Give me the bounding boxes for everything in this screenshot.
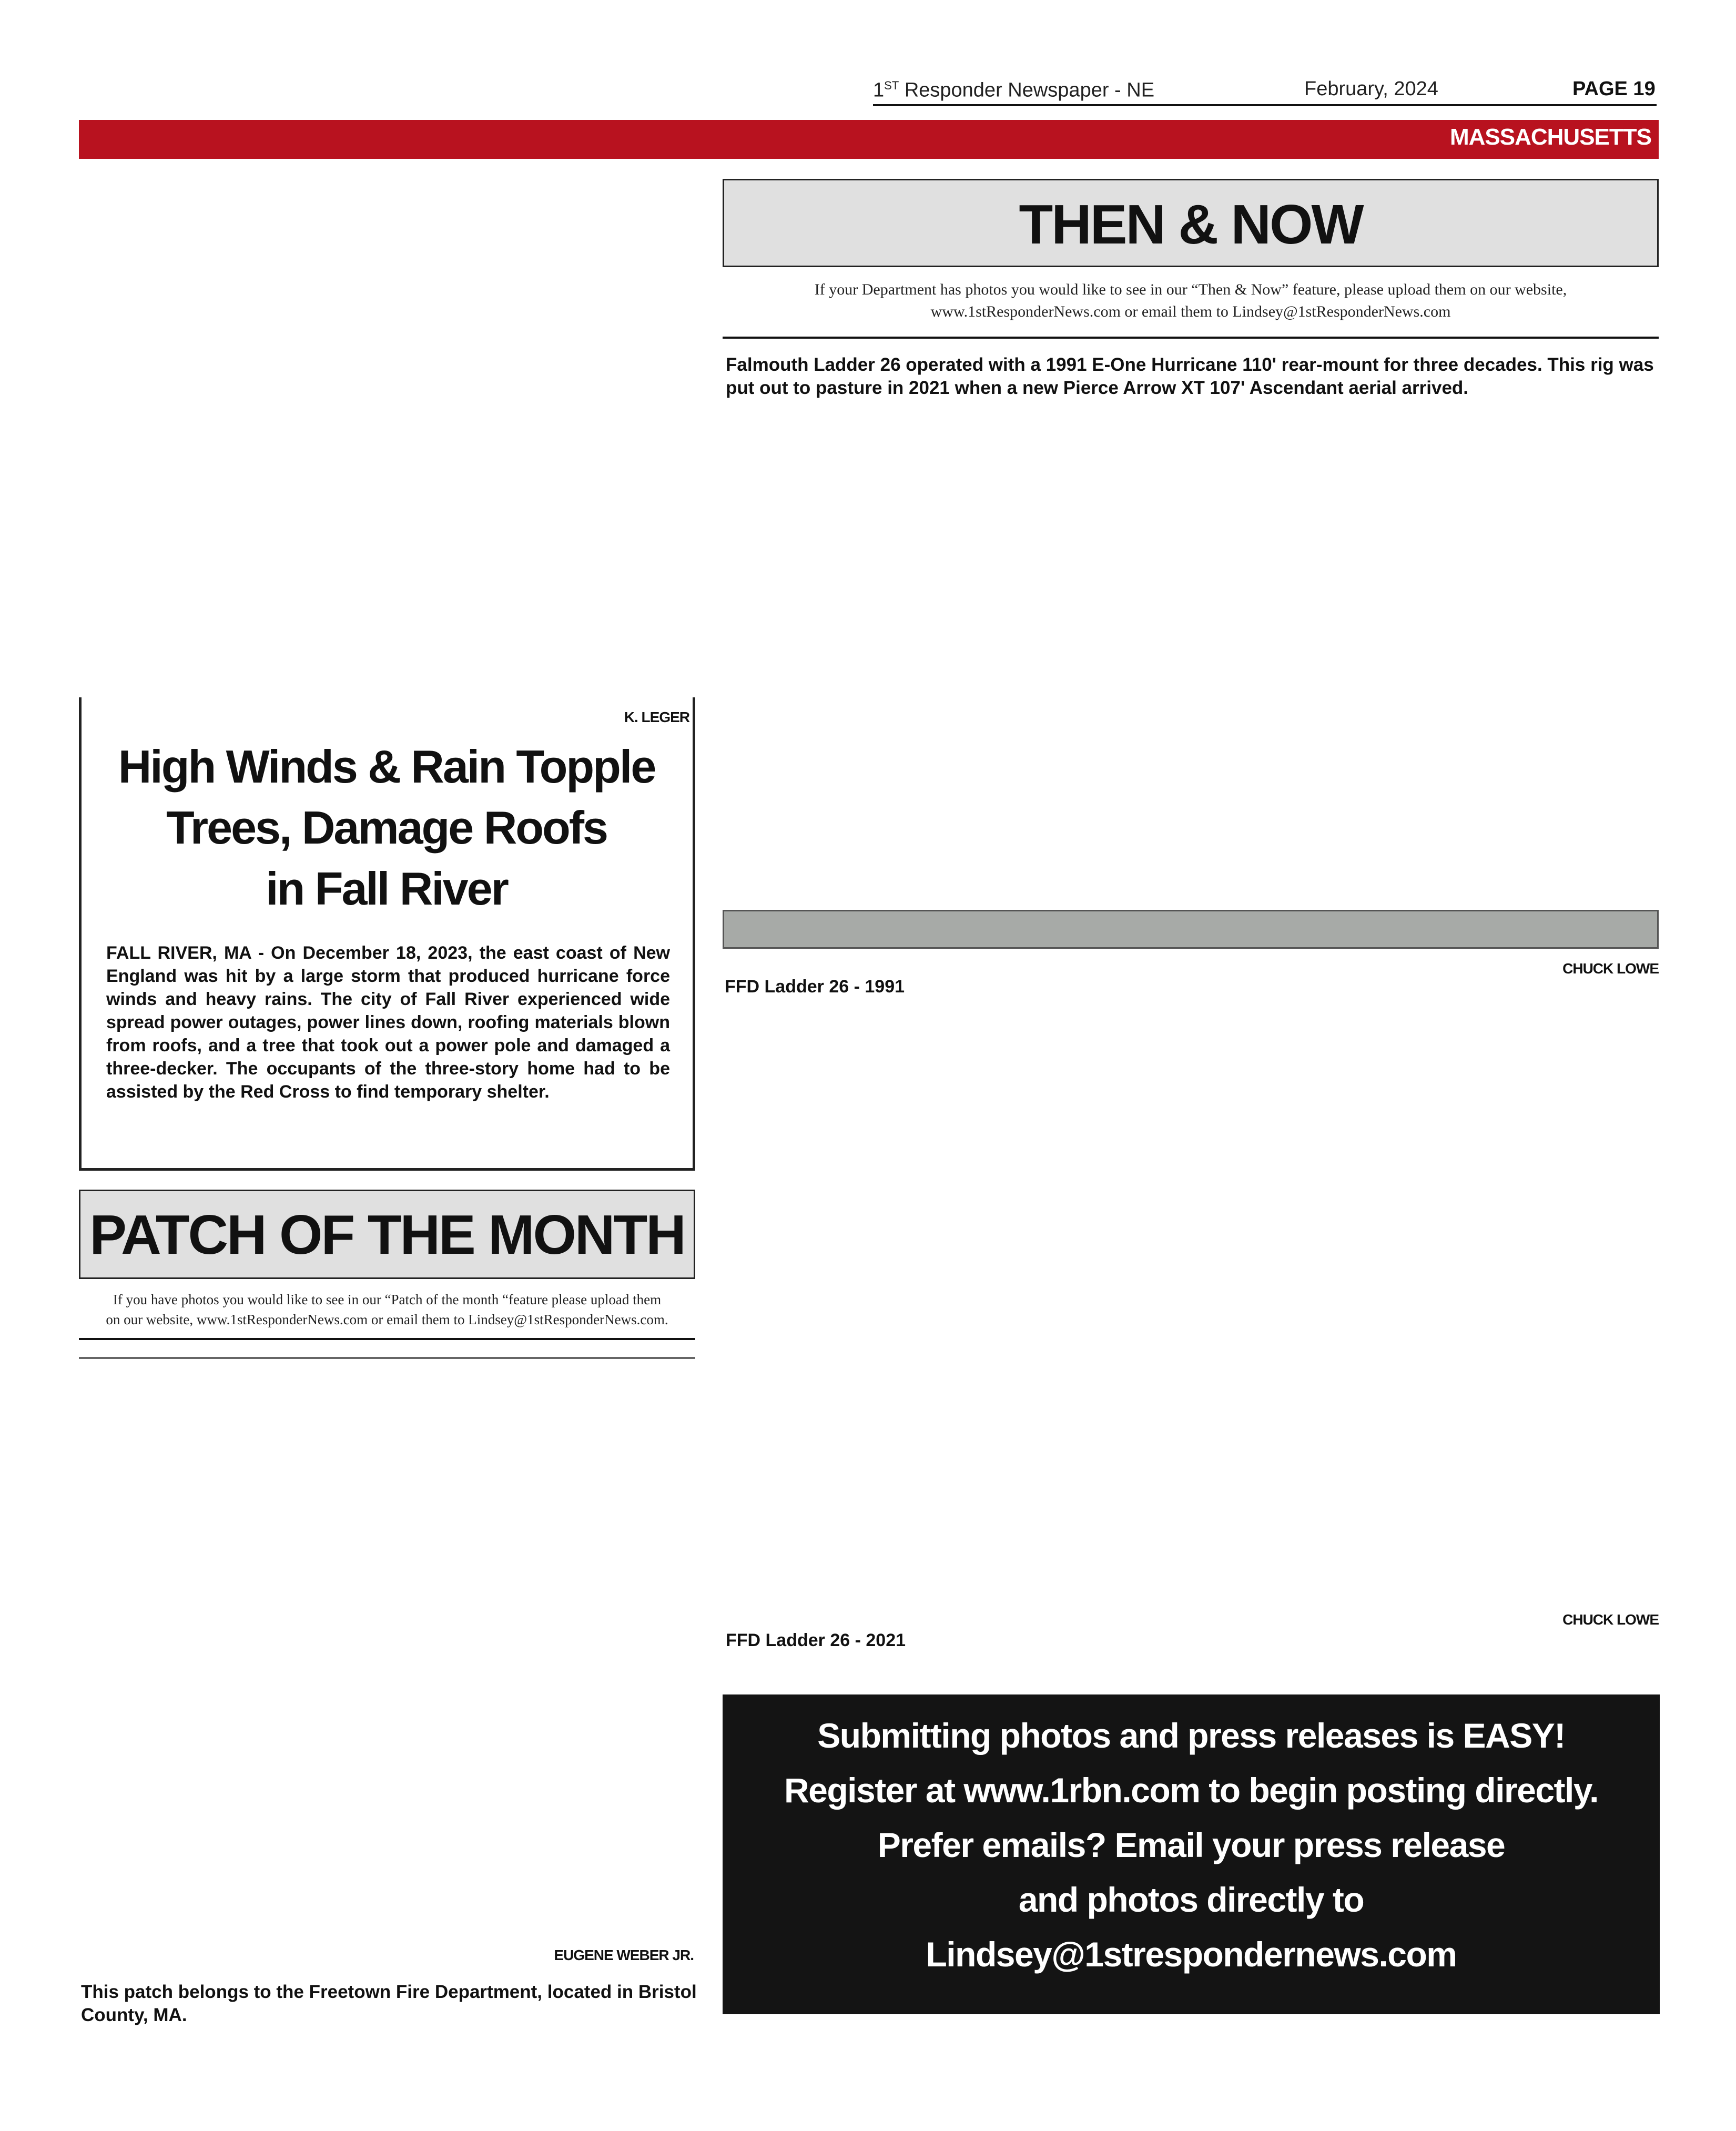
patch-note-line: on our website, www.1stResponderNews.com or email them to Lindsey@1stResponderNews.com. [106,1312,668,1327]
then-now-title: THEN & NOW [1019,194,1363,256]
headline-line: High Winds & Rain Topple [118,740,655,793]
then-now-note-line: www.1stResponderNews.com or email them to Lindsey@1stResponderNews.com [930,303,1451,320]
article-body: FALL RIVER, MA - On December 18, 2023, the east coast of New England was hit by a large storm that produced hurricane force winds and heavy rains. The city of Fall River experienced wide spread power outages, power lines down, roofing materials blown from roofs, and a tree that took out a power pole and damaged a three-decker. The occupants of the three-story home had to be assisted by the Red Cross to find temporary shelter. [106,943,670,1102]
patch-note-line: If you have photos you would like to see in our “Patch of the month “feature please upload them [113,1292,662,1307]
issue-date: February, 2024 [1304,78,1438,100]
patch-title: PATCH OF THE MONTH [89,1204,685,1266]
paper-name-sup: ST [884,79,899,92]
photo-credit: CHUCK LOWE [1562,960,1659,977]
then-now-note [723,279,1659,323]
photo-credit: CHUCK LOWE [1562,1611,1659,1628]
ladder-1991-photo-strip [723,910,1659,949]
promo-line: and photos directly to [1018,1880,1364,1919]
promo-email: Lindsey@1strespondernews.com [926,1935,1457,1974]
patch-note [79,1290,695,1330]
photo-credit: K. LEGER [624,709,689,725]
promo-line: Register at www.1rbn.com to begin posting directly. [784,1771,1599,1810]
headline-line: in Fall River [266,862,507,915]
patch-photo-frame [79,1357,695,1359]
photo-caption: FFD Ladder 26 - 1991 [725,977,905,997]
header-rule [873,104,1657,106]
then-now-rule [723,337,1659,339]
submission-promo-box [723,1694,1660,2014]
patch-caption: This patch belongs to the Freetown Fire Department, located in Bristol County, MA. [81,1982,697,2025]
then-now-title-box [723,179,1659,267]
patch-rule [79,1338,695,1340]
photo-caption: FFD Ladder 26 - 2021 [726,1630,906,1650]
patch-title-box [79,1190,695,1279]
paper-name-rest: Responder Newspaper - NE [899,79,1155,102]
section-label: MASSACHUSETTS [1449,124,1651,150]
headline-line: Trees, Damage Roofs [166,801,607,854]
promo-line: Prefer emails? Email your press release [877,1825,1505,1864]
then-now-note-line: If your Department has photos you would like to see in our “Then & Now” feature, please upload them on our website, [814,281,1567,298]
newspaper-name [873,79,1154,102]
paper-name-number: 1 [873,79,885,102]
section-band [79,120,1659,159]
then-now-caption: Falmouth Ladder 26 operated with a 1991 E-One Hurricane 110' rear-mount for three decades. This rig was put out to pasture in 2021 when a new Pierce Arrow XT 107' Ascendant aerial arrived. [726,354,1654,398]
photo-credit: EUGENE WEBER JR. [554,1947,694,1963]
promo-line: Submitting photos and press releases is EASY! [817,1716,1565,1755]
page-number: PAGE 19 [1572,78,1656,100]
article-headline [84,736,689,919]
